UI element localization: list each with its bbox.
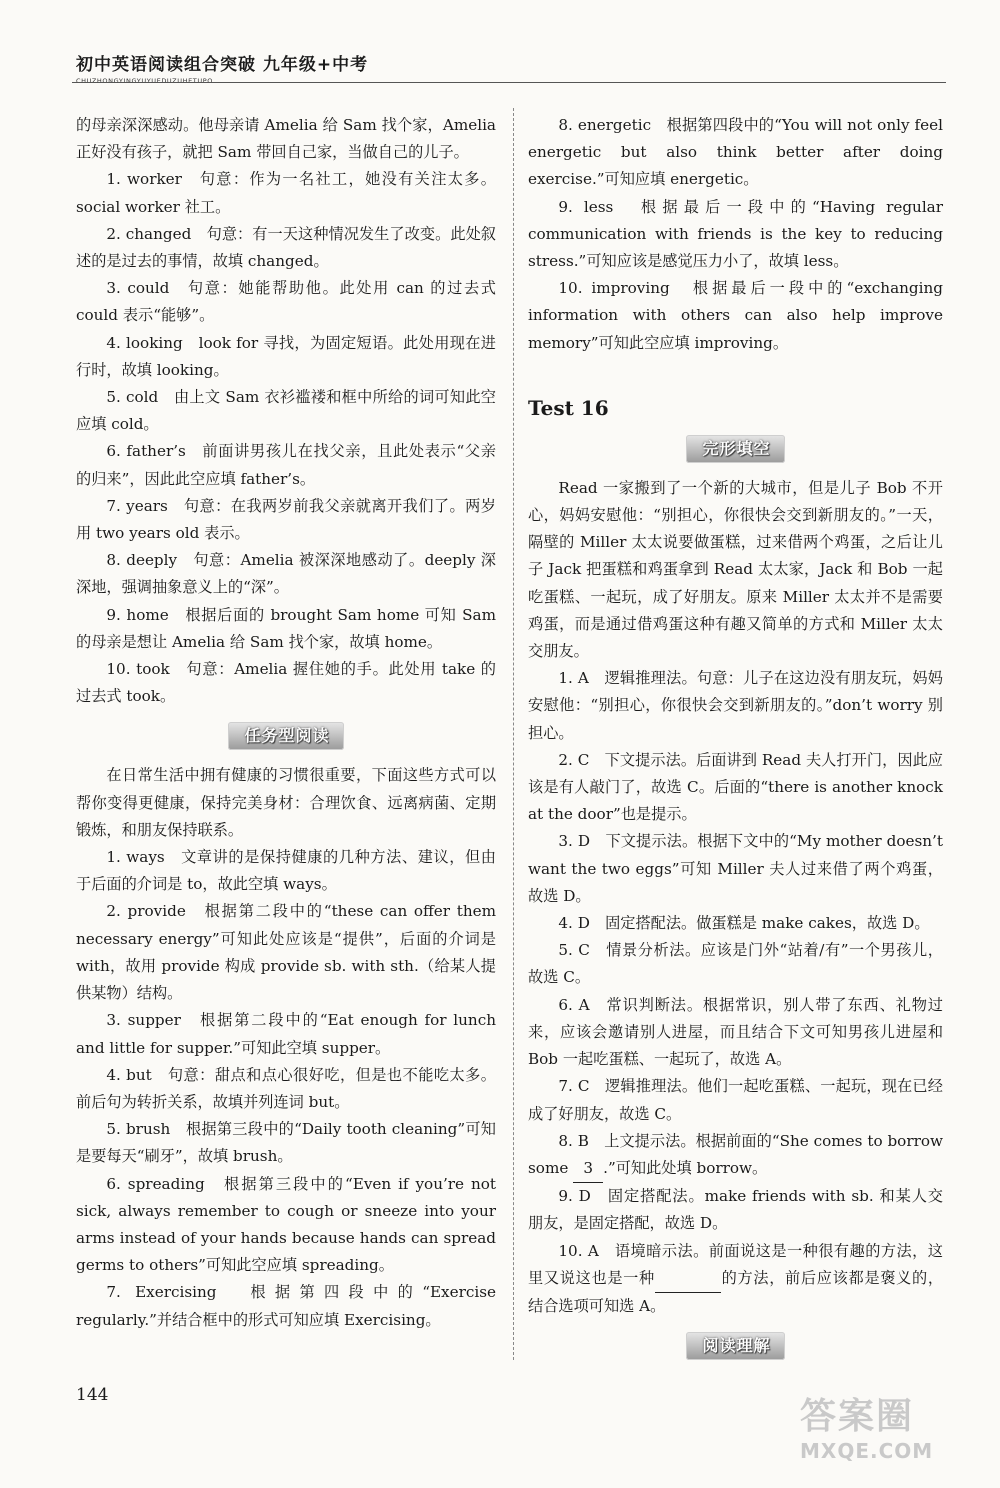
test-heading: Test 16 <box>528 395 609 420</box>
answer-item: 6. A 常识判断法。根据常识，别人带了东西、礼物过来，应该会邀请别人进屋，而且结合下文可知男孩儿进屋和 Bob 一起吃蛋糕、一起玩了，故选 A。 <box>528 995 943 1069</box>
header-rule <box>72 82 946 83</box>
banner-label: 完形填空 <box>686 435 784 463</box>
column-divider <box>513 108 514 1360</box>
answer-item: 4. D 固定搭配法。做蛋糕是 make cakes，故选 D。 <box>558 914 930 933</box>
blank-line <box>655 1265 721 1293</box>
answer-item: 7. years 句意：在我两岁前我父亲就离开我们了。两岁用 two years old 表示。 <box>76 496 496 543</box>
section-banner-task-reading <box>76 722 496 752</box>
answer-item-10 <box>528 1238 943 1321</box>
passage-summary: Read 一家搬到了一个新的大城市，但是儿子 Bob 不开心，妈妈安慰他：“别担心，你很快会交到新朋友的。”一天，隔壁的 Miller 太太说要做蛋糕，过来借两个鸡蛋，之后让儿子 Jack 把蛋糕和鸡蛋拿到 Read 太太家，Jack 和 Bob 一起吃蛋糕、一起玩，成了好朋友。原来 Miller 太太并不是需要鸡蛋，而是通过借鸡蛋这种有趣又简单的方式和 Miller 太太交朋友。 <box>528 478 943 661</box>
answer-item: 9. less 根据最后一段中的“Having regular communication with friends is the key to reducing stress.”可知应该是感觉压力小了，故填 less。 <box>528 197 943 271</box>
answer-item: 9. home 根据后面的 brought Sam home 可知 Sam 的母亲是想让 Amelia 给 Sam 找个家，故填 home。 <box>76 605 496 651</box>
watermark-logo <box>800 1395 990 1475</box>
right-column <box>528 112 943 1372</box>
section-intro: 在日常生活中拥有健康的习惯很重要，下面这些方式可以帮你变得更健康，保持完美身材：合理饮食、远离病菌、定期锻炼，和朋友保持联系。 <box>76 766 496 839</box>
answer-item: 10. took 句意：Amelia 握住她的手。此处用 take 的过去式 took。 <box>76 660 496 706</box>
answer-item-8 <box>528 1128 943 1183</box>
page-header <box>76 50 946 85</box>
answer-text: .”可知此处填 borrow。 <box>603 1158 768 1177</box>
banner-label: 任务型阅读 <box>228 722 343 750</box>
answer-item: 5. C 情景分析法。应该是门外“站着/有”一个男孩儿，故选 C。 <box>528 941 943 987</box>
answer-item: 6. father’s 前面讲男孩儿在找父亲，且此处表示“父亲的归来”，因此此空应填 father’s。 <box>76 442 496 488</box>
answer-item: 3. D 下文提示法。根据下文中的“My mother doesn’t want the two eggs”可知 Miller 夫人过来借了两个鸡蛋，故选 D。 <box>528 832 943 905</box>
answer-item: 2. changed 句意：有一天这种情况发生了改变。此处叙述的是过去的事情，故填 changed。 <box>76 224 496 271</box>
answer-item: 4. looking look for 寻找，为固定短语。此处用现在进行时，故填 looking。 <box>76 333 496 379</box>
answer-item: 1. worker 句意：作为一名社工，她没有关注太多。social worker 社工。 <box>76 170 496 216</box>
answer-item: 2. C 下文提示法。后面讲到 Read 夫人打开门，因此应该是有人敲门了，故选 C。后面的“there is another knock at the door”也是提示。 <box>528 750 943 824</box>
answer-item: 5. cold 由上文 Sam 衣衫褴褛和框中所给的词可知此空应填 cold。 <box>76 388 496 434</box>
answer-item: 5. brush 根据第三段中的“Daily tooth cleaning”可知是要每天“刷牙”，故填 brush。 <box>76 1120 496 1166</box>
answer-item: 1. ways 文章讲的是保持健康的几种方法、建议，但由于后面的介词是 to，故此空填 ways。 <box>76 848 496 894</box>
answer-text: 的方法，前后应该都是褒义的，结合选项可知选 A。 <box>528 1268 944 1315</box>
book-title-pinyin: CHUZHONGYINGYUYUEDUZUHETUPO <box>76 77 213 85</box>
answer-item: 8. deeply 句意：Amelia 被深深地感动了。deeply 深深地，强调抽象意义上的“深”。 <box>76 551 496 597</box>
page-number: 144 <box>76 1385 109 1405</box>
answer-item: 8. energetic 根据第四段中的“You will not only feel energetic but also think better after doing exercise.”可知应填 energetic。 <box>528 116 943 189</box>
answer-item: 7. C 逻辑推理法。他们一起吃蛋糕、一起玩，现在已经成了好朋友，故选 C。 <box>528 1077 943 1123</box>
answer-item: 2. provide 根据第二段中的“these can offer them necessary energy”可知此处应该是“提供”，后面的介词是 with，故用 provide 构成 provide sb. with sth.（给某人提供某物）结构。 <box>76 902 496 1003</box>
watermark-url: MXQE.COM <box>800 1439 934 1463</box>
answer-item: 7. Exercising 根据第四段中的“Exercise regularly.”并结合框中的形式可知应填 Exercising。 <box>76 1283 496 1329</box>
answer-item: 3. could 句意：她能帮助他。此处用 can 的过去式 could 表示“能够”。 <box>76 279 496 325</box>
answer-item: 3. supper 根据第二段中的“Eat enough for lunch and little for supper.”可知此空填 supper。 <box>76 1011 496 1057</box>
left-column <box>76 112 496 1334</box>
answer-item: 9. D 固定搭配法。make friends with sb. 和某人交朋友，是固定搭配，故选 D。 <box>528 1187 943 1233</box>
section-banner-reading-comprehension <box>528 1332 943 1362</box>
answer-item: 10. improving 根据最后一段中的“exchanging information with others can also help improve memory”可知此空应填 improving。 <box>528 279 943 352</box>
answer-item: 4. but 句意：甜点和点心很好吃，但是也不能吃太多。前后句为转折关系，故填并列连词 but。 <box>76 1065 496 1111</box>
answer-item: 1. A 逻辑推理法。句意：儿子在这边没有朋友玩，妈妈安慰他：“别担心，你很快会交到新朋友的。”don’t worry 别担心。 <box>528 669 943 742</box>
banner-label: 阅读理解 <box>686 1332 784 1360</box>
intro-continuation: 的母亲深深感动。他母亲请 Amelia 给 Sam 找个家，Amelia 正好没有孩子，就把 Sam 带回自己家，当做自己的儿子。 <box>76 116 496 162</box>
answer-text: 8. B 上文提示法。根据前面的“She comes to borrow some <box>528 1131 943 1177</box>
answer-item: 6. spreading 根据第三段中的“Even if you’re not sick, always remember to cough or sneeze into your arms instead of your hands because hands can spread germs to others”可知此空应填 spreading。 <box>76 1174 496 1275</box>
answer-text: 10. A 语境暗示法。前面说这是一种很有趣的方法，这里又说这也是一种 <box>528 1241 943 1287</box>
section-banner-cloze <box>528 435 943 465</box>
watermark-text: 答案圈 <box>800 1396 915 1437</box>
book-title: 初中英语阅读组合突破 九年级+中考 <box>76 55 369 75</box>
blank-number: 3 <box>573 1155 603 1183</box>
